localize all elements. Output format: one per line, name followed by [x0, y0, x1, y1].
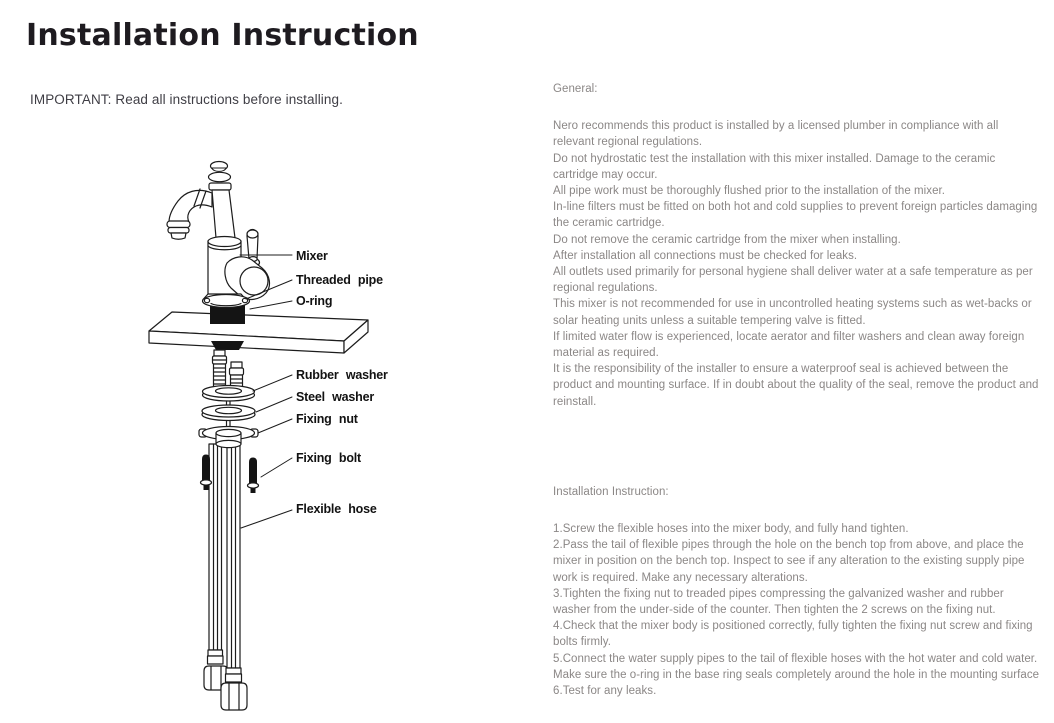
general-paragraph: All pipe work must be thoroughly flushed prior to the installation of the mixer.: [553, 185, 946, 198]
faucet-diagram: [0, 0, 440, 723]
mixer-base-flange: [203, 294, 250, 308]
installation-step: 3.Tighten the fixing nut to treaded pipes compressing the galvanized washer and rubber washer from the under-side of the counter. Then tighten the 2 screws on the fixing nut.: [553, 587, 1004, 617]
part-label-rubber-washer: Rubber washer: [296, 368, 388, 382]
part-label-o-ring: O-ring: [296, 294, 333, 308]
installation-step: 4.Check that the mixer body is positioned correctly, fully tighten the fixing nut screw and fixing bolts firmly.: [553, 620, 1033, 649]
bench-top: [149, 312, 368, 353]
installation-step: 1.Screw the flexible hoses into the mixer body, and fully hand tighten.: [553, 523, 909, 536]
part-label-threaded-pipe: Threaded pipe: [296, 273, 383, 287]
general-paragraph: This mixer is not recommended for use in uncontrolled heating systems such as wet-backs or solar heating units unless a suitable tempering valve is fitted.: [553, 298, 1032, 327]
general-paragraph: It is the responsibility of the installer to ensure a waterproof seal is achieved between the product and mounting surface. If in doubt about the quality of the seal, remove the product and reinstall.: [553, 363, 1039, 408]
general-heading: General:: [553, 83, 598, 95]
rubber-washer-shape: [203, 386, 255, 402]
general-paragraphs: [553, 118, 1042, 410]
instructions-column: [553, 81, 1042, 699]
general-paragraph: Do not hydrostatic test the installation with this mixer installed. Damage to the ceramic cartridge may occur.: [553, 152, 996, 181]
important-note: IMPORTANT: Read all instructions before installing.: [30, 92, 343, 107]
general-paragraph: All outlets used primarily for personal hygiene shall deliver water at a safe temperature as per regional regulations.: [553, 266, 1033, 295]
part-labels: [296, 249, 388, 516]
page-title: Installation Instruction: [26, 18, 419, 53]
part-label-fixing-bolt: Fixing bolt: [296, 451, 361, 465]
part-label-mixer: Mixer: [296, 249, 328, 263]
general-paragraph: In-line filters must be fitted on both hot and cold supplies to prevent foreign particles damaging the ceramic cartridge.: [553, 201, 1038, 230]
general-paragraph: Nero recommends this product is installed by a licensed plumber in compliance with all relevant regional regulations.: [553, 120, 999, 149]
general-paragraph: After installation all connections must be checked for leaks.: [553, 249, 858, 262]
fixing-bolt-right: [248, 458, 259, 494]
part-label-steel-washer: Steel washer: [296, 390, 375, 404]
general-paragraph: If limited water flow is experienced, locate aerator and filter washers and clean away foreign material as required.: [553, 330, 1025, 360]
fixing-nut-shape: [199, 427, 258, 448]
mixer-neck: [209, 162, 236, 239]
installation-step: 2.Pass the tail of flexible pipes through the hole on the bench top from above, and place the mixer in position on the bench top. Inspect to see if any alteration to the existing supply pipe work is required. Make any necessary alterations.: [553, 539, 1025, 584]
fixing-bolt-left: [201, 455, 212, 491]
installation-step: 5.Connect the water supply pipes to the tail of flexible hoses with the hot water and cold water. Make sure the o-ring in the base ring seals completely around the hole in the mounting surface: [553, 652, 1040, 681]
installation-step: 6.Test for any leaks.: [553, 685, 657, 698]
installation-heading: Installation Instruction:: [553, 485, 669, 498]
general-paragraph: Do not remove the ceramic cartridge from the mixer when installing.: [553, 233, 901, 246]
part-label-fixing-nut: Fixing nut: [296, 412, 358, 426]
part-label-flexible-hose: Flexible hose: [296, 502, 377, 516]
mixer-spout: [167, 189, 212, 239]
steel-washer-shape: [202, 405, 255, 421]
installation-steps: [553, 521, 1042, 699]
